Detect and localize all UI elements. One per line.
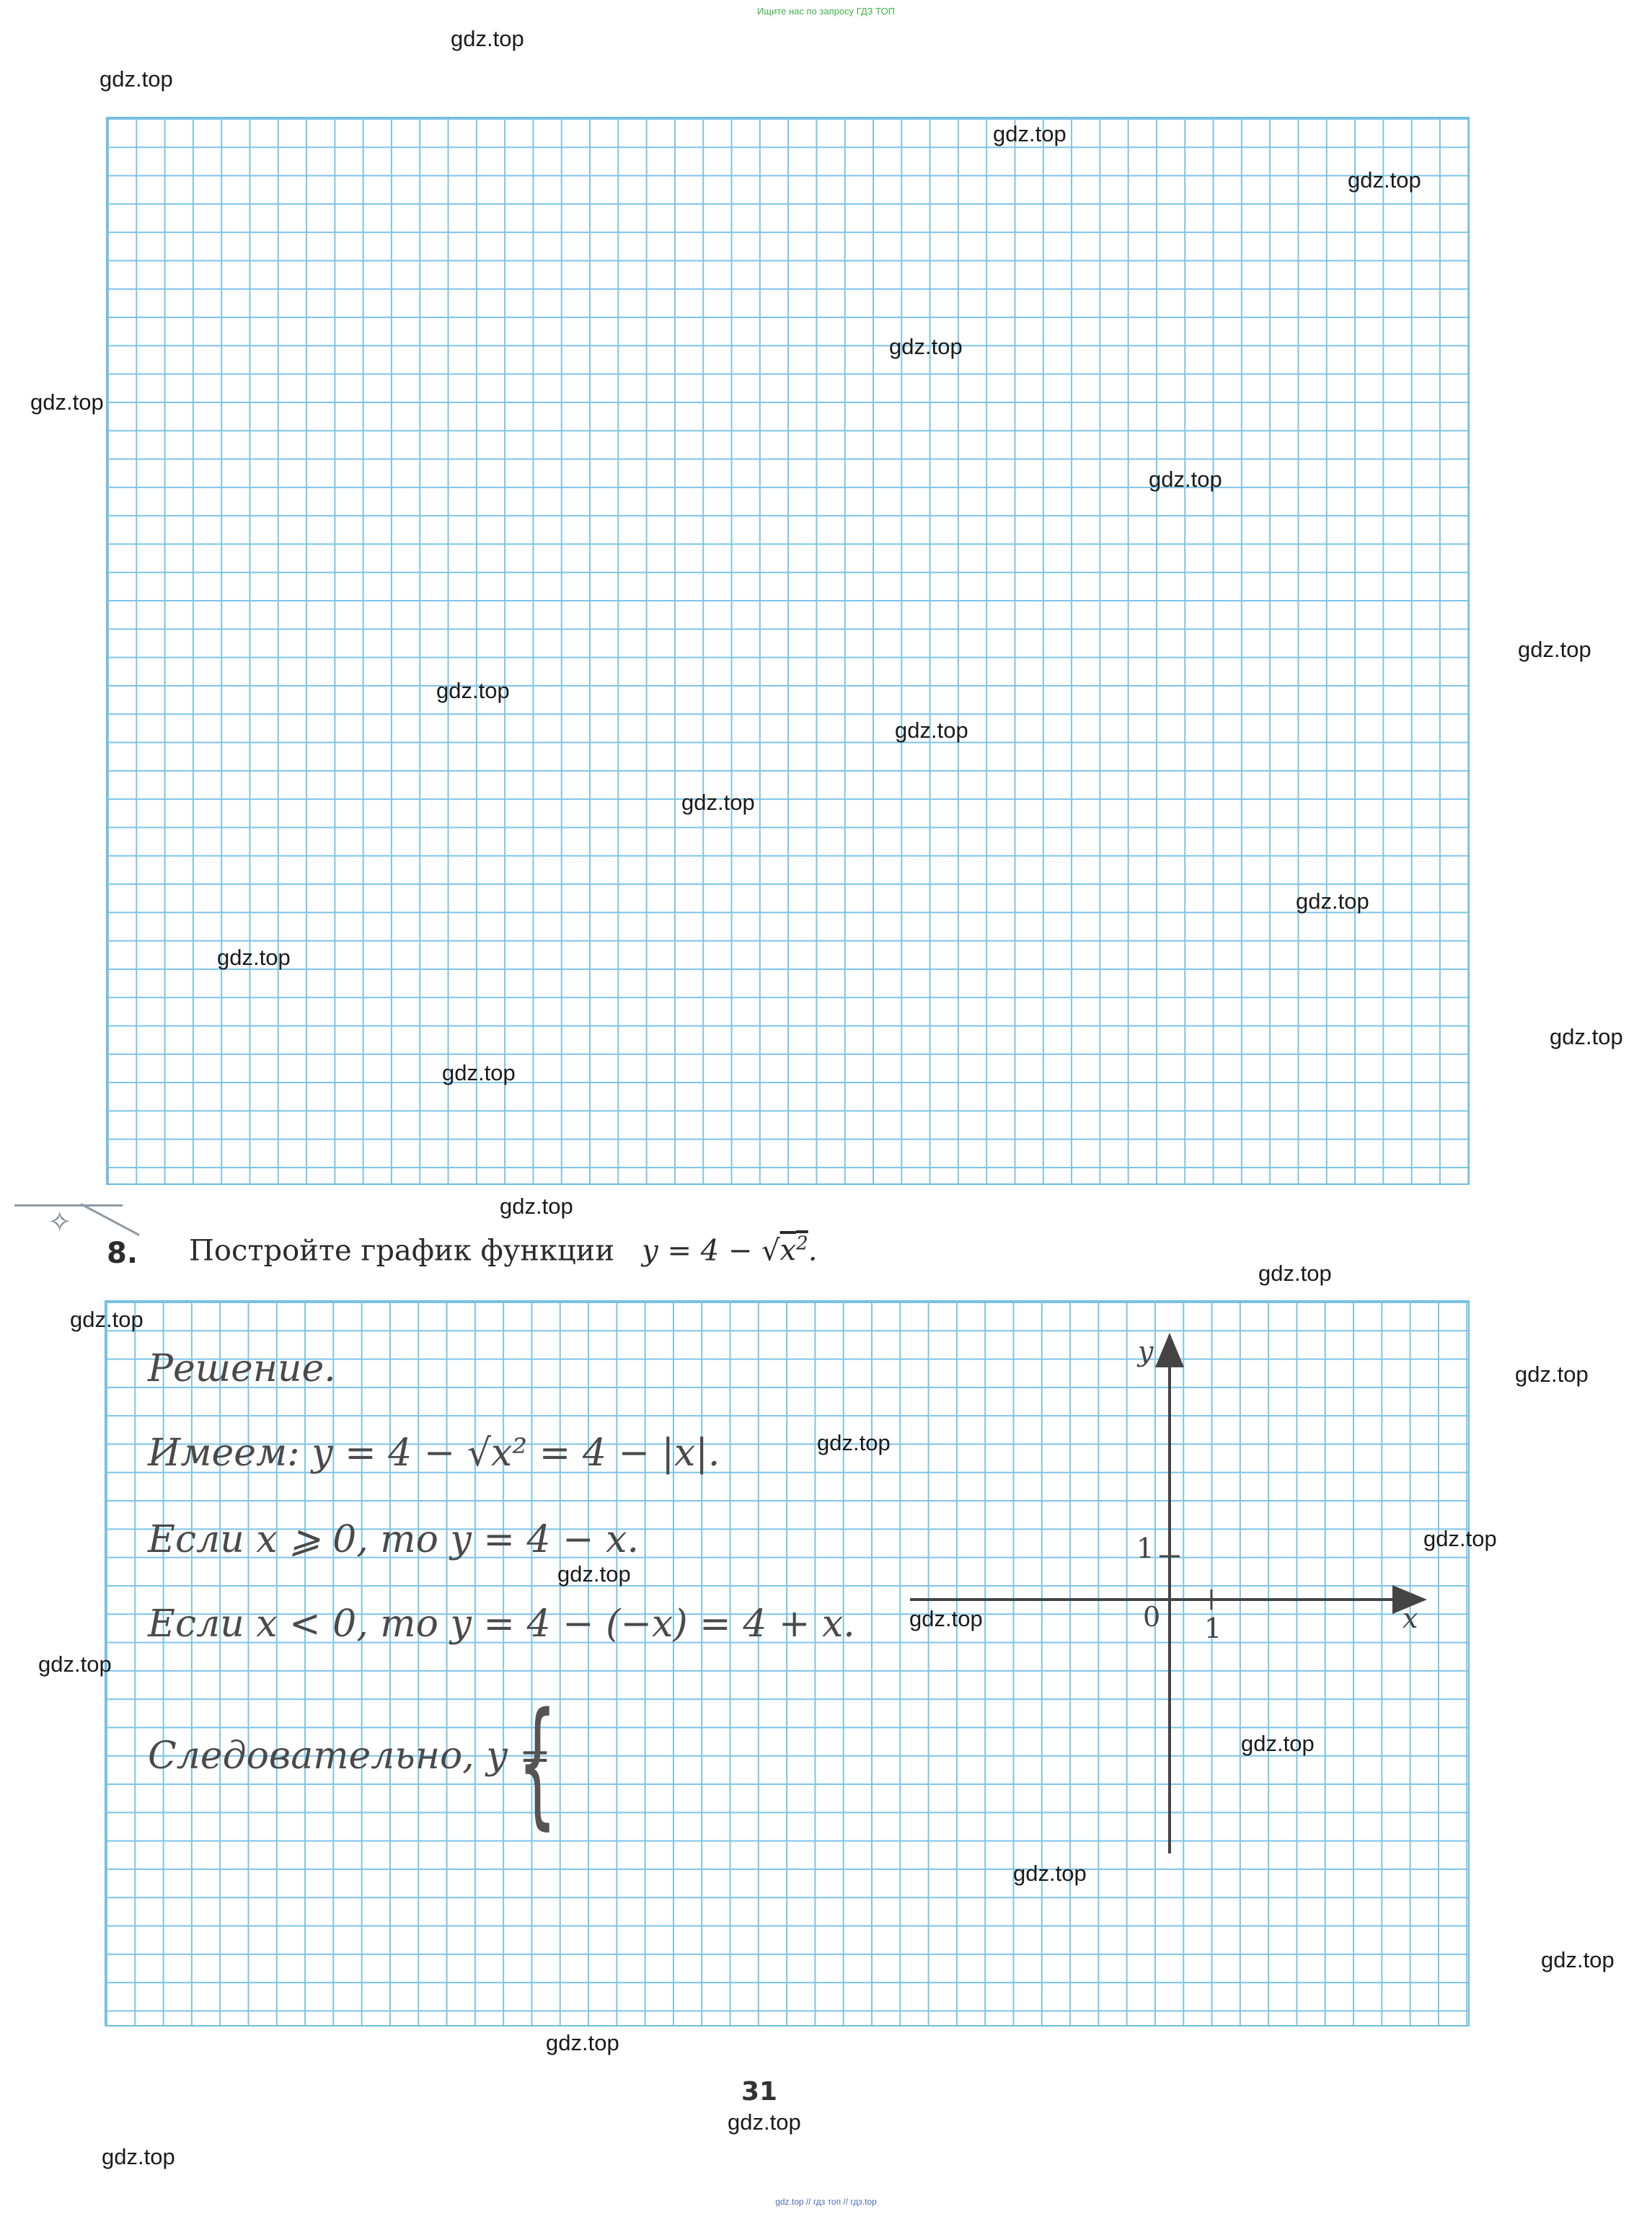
watermark: gdz.top bbox=[500, 1194, 573, 1219]
watermark: gdz.top bbox=[1550, 1024, 1623, 1049]
watermark: gdz.top bbox=[1296, 888, 1369, 914]
watermark: gdz.top bbox=[38, 1651, 112, 1677]
watermark: gdz.top bbox=[1541, 1947, 1615, 1972]
watermark: gdz.top bbox=[909, 1606, 983, 1631]
solution-line-4: Следовательно, y = bbox=[148, 1734, 551, 1778]
solution-line-3: Если x < 0, то y = 4 − (−x) = 4 + x. bbox=[148, 1602, 855, 1646]
watermark: gdz.top bbox=[817, 1430, 891, 1455]
task-formula: $y = 4 - √x^2$. bbox=[642, 1233, 818, 1268]
top-banner: Ищите нас по запросу ГДЗ ТОП bbox=[757, 6, 895, 17]
watermark: gdz.top bbox=[557, 1561, 631, 1587]
watermark: gdz.top bbox=[1423, 1526, 1497, 1551]
watermark: gdz.top bbox=[70, 1307, 143, 1332]
page-number: 31 bbox=[741, 2077, 778, 2107]
watermark: gdz.top bbox=[1149, 467, 1222, 492]
task-number: 8. bbox=[107, 1237, 138, 1270]
solution-title: Решение. bbox=[148, 1347, 336, 1390]
x-tick-label: 1 bbox=[1204, 1613, 1222, 1644]
watermark: gdz.top bbox=[1518, 637, 1591, 662]
origin-label: 0 bbox=[1143, 1601, 1161, 1633]
watermark: gdz.top bbox=[442, 1060, 516, 1085]
watermark: gdz.top bbox=[217, 945, 291, 970]
x-axis-label: x bbox=[1403, 1602, 1418, 1634]
watermark: gdz.top bbox=[1241, 1731, 1315, 1756]
watermark: gdz.top bbox=[30, 389, 104, 415]
solution-line-2: Если x ⩾ 0, то y = 4 − x. bbox=[148, 1518, 640, 1561]
watermark: gdz.top bbox=[1515, 1362, 1589, 1387]
watermark: gdz.top bbox=[1013, 1861, 1087, 1886]
watermark: gdz.top bbox=[1258, 1261, 1332, 1286]
task-text: Постройте график функции bbox=[189, 1234, 614, 1268]
watermark: gdz.top bbox=[993, 121, 1066, 146]
watermark: gdz.top bbox=[728, 2109, 801, 2135]
y-tick-label: 1 bbox=[1136, 1532, 1154, 1564]
watermark: gdz.top bbox=[1348, 167, 1421, 193]
star-icon: ✧ bbox=[48, 1206, 72, 1239]
watermark: gdz.top bbox=[681, 790, 755, 815]
watermark: gdz.top bbox=[895, 718, 968, 743]
watermark: gdz.top bbox=[451, 26, 524, 51]
watermark: gdz.top bbox=[100, 66, 173, 92]
watermark: gdz.top bbox=[436, 678, 510, 703]
bottom-banner: gdz.top // гдз топ // гдз.top bbox=[775, 2197, 877, 2207]
solution-line-1: Имеем: y = 4 − √x² = 4 − |x|. bbox=[148, 1432, 720, 1475]
watermark: gdz.top bbox=[546, 2030, 619, 2055]
y-axis-label: y bbox=[1138, 1336, 1154, 1367]
system-brace: { bbox=[518, 1683, 557, 1843]
watermark: gdz.top bbox=[889, 334, 963, 359]
watermark: gdz.top bbox=[102, 2144, 175, 2169]
